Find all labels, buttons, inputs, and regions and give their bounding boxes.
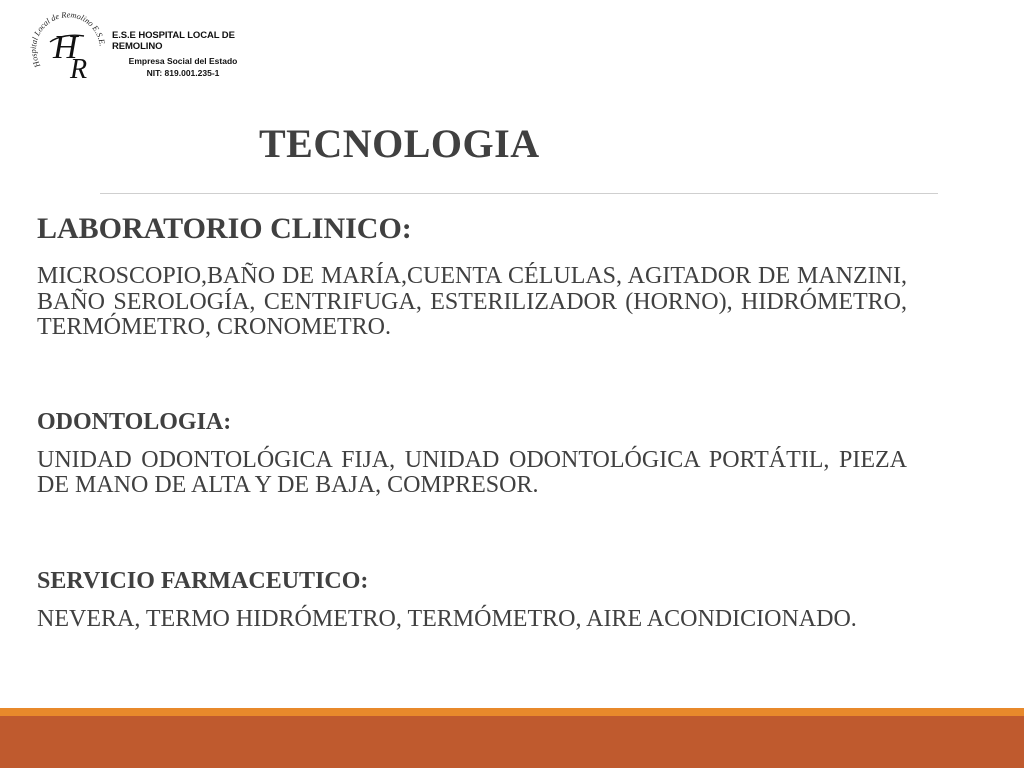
slide-title: TECNOLOGIA xyxy=(259,121,540,166)
heading-farmaceutico: SERVICIO FARMACEUTICO: xyxy=(37,567,369,594)
heading-odontologia: ODONTOLOGIA: xyxy=(37,408,232,435)
svg-text:R: R xyxy=(70,54,88,85)
svg-text:Hospital Local de Remolino E.S: Hospital Local de Remolino E.S.E. xyxy=(28,10,107,69)
logo-nit: NIT: 819.001.235-1 xyxy=(146,68,220,78)
title-divider xyxy=(100,193,938,194)
slide-content xyxy=(37,210,907,632)
footer-accent-bar xyxy=(0,708,1024,716)
text-odontologia: UNIDAD ODONTOLÓGICA FIJA, UNIDAD ODONTOLÓGICA PORTÁTIL, PIEZA DE MANO DE ALTA Y DE BAJA, COMPRESOR. xyxy=(37,446,907,498)
logo-subtitle: Empresa Social del Estado xyxy=(128,56,238,66)
text-farmaceutico: NEVERA, TERMO HIDRÓMETRO, TERMÓMETRO, AIRE ACONDICIONADO. xyxy=(37,605,857,632)
logo-hospital-name: E.S.E HOSPITAL LOCAL DE REMOLINO xyxy=(112,30,235,52)
logo-text xyxy=(112,30,272,79)
heading-laboratorio: LABORATORIO CLINICO: xyxy=(37,212,412,245)
text-laboratorio: MICROSCOPIO,BAÑO DE MARÍA,CUENTA CÉLULAS, AGITADOR DE MANZINI, BAÑO SEROLOGÍA, CENTRIFUGA, ESTERILIZADOR (HORNO), HIDRÓMETRO, TERMÓMETRO, CRONOMETRO. xyxy=(37,263,907,340)
hospital-logo xyxy=(28,6,268,92)
svg-text:H: H xyxy=(53,29,78,66)
footer-band xyxy=(0,716,1024,768)
